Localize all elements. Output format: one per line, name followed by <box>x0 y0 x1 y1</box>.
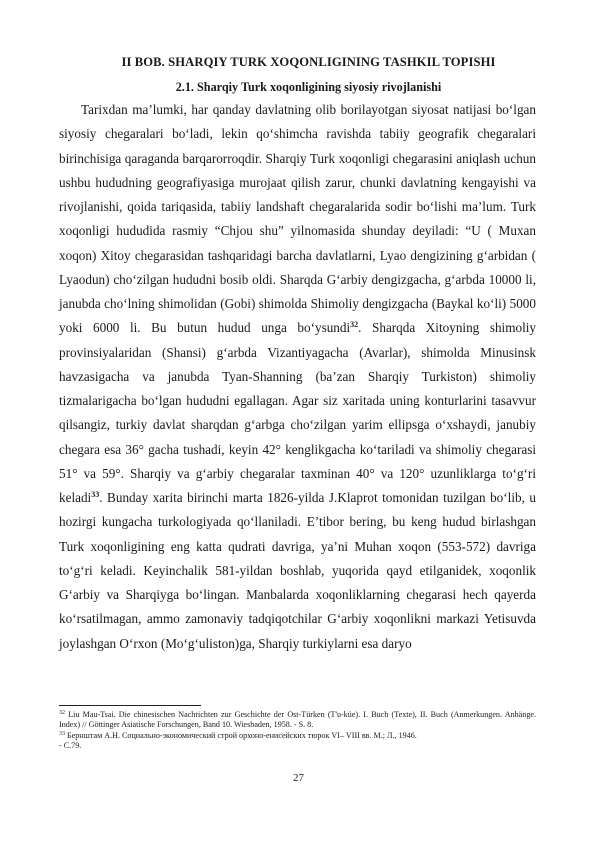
footnote-number: 33 <box>59 730 65 737</box>
footnote-divider <box>59 705 201 706</box>
paragraph-text-1: Tarixdan ma’lumki, har qanday davlatning olib borilayotgan siyosat natijasi bo‘lgan siyosiy chegaralari bo‘ladi, lekin qo‘shimcha ravishda tabiiy geografik chegaralari birinchisiga qaraganda barqarorroqdir. Sharqiy Turk xoqonligi chegarasini aniqlash uchun ushbu hududning geografiyasiga murojaat qilish zarur, chunki davlatning kengayishi va rivojlanishi, qoida tariqasida, tabiiy landshaft chegaralarida sodir bo‘lishi ma’lum. Turk xoqonligi hududida rasmiy “Chjou shu” yilnomasida shunday deyiladi: “U ( Muxan xoqon) Xitoy chegarasidan tashqaridagi barcha davlatlarni, Lyao dengizining g‘arbidan ( Lyaodun) cho‘zilgan hududni bosib oldi. Sharqda G‘arbiy dengizgacha, g‘arbda 10000 li, janubda cho‘lning shimolidan (Gobi) shimolda Shimoliy dengizgacha (Baykal ko‘li) 5000 yoki 6000 li. Bu butun hudud unga bo‘ysundi <box>59 102 536 336</box>
paragraph-text-2: . Sharqda Xitoyning shimoliy provinsiyalaridan (Shansi) g‘arbda Vizantiyagacha (Avarlar), shimolda Minusinsk havzasigacha va janubda Tyan-Shanning (ba’zan Sharqiy Turkiston) shimoliy tizmalarigacha bo‘lgan hududni egallagan. Agar siz xaritada uning konturlarini tasavvur qilsangiz, turkiy davlat sharqdan g‘arbga cho‘zilgan yarim ellipsga o‘xshaydi, janubiy chegara esa 36° gacha tushadi, keyin 42° kenglikgacha ko‘tariladi va shimoliy chegarasi 51° va 59°. Sharqiy va g‘arbiy chegaralar taxminan 40° va 120° uzunliklarga to‘g‘ri keladi <box>59 320 536 505</box>
page-number: 27 <box>293 772 304 784</box>
body-paragraph <box>59 98 536 656</box>
footnote-ref-32: 32 <box>350 320 359 330</box>
footnote-32 <box>59 710 536 731</box>
footnote-text: - С.79. <box>59 741 82 751</box>
footnote-text: Liu Mau-Tsai. Die chinesischen Nachrichten zur Geschichte der Ost-Türken (T'u-küe). I. Buch (Texte), II. Buch (Anmerkungen. Anhänge. Index) // Göttinger Asiatische Forschungen, Band 10. Wiesbaden, 1958. - S. 8. <box>59 710 536 730</box>
chapter-title: II BOB. SHARQIY TURK XOQONLIGINING TASHKIL TOPISHI <box>121 55 496 69</box>
section-title: 2.1. Sharqiy Turk xoqonligining siyosiy rivojlanishi <box>175 80 442 94</box>
footnote-text: Бернштам А.Н. Социально-экономический строй орхоно-енисейских тюрок VI– VIII вв. М.; Л., 1946. <box>65 730 417 740</box>
footnote-number: 32 <box>59 710 65 716</box>
footnote-ref-33: 33 <box>91 490 100 499</box>
footnotes <box>59 710 536 752</box>
footnote-33-continuation <box>59 741 536 751</box>
footnote-33 <box>59 731 536 741</box>
paragraph-text-3: . Bunday xarita birinchi marta 1826-yilda J.Klaprot tomonidan tuzilgan bo‘lib, u hozirgi kungacha turkologiyada qo‘llaniladi. E’tibor bering, bu keng hudud birlashgan Turk xoqonligining eng katta qudrati davriga, ya’ni Muhan xoqon (553-572) davriga to‘g‘ri keladi. Keyinchalik 581-yildan boshlab, yuqorida qayd etilganidek, xoqonlik G‘arbiy va Sharqiyga bo‘lingan. Manbalarda xoqonliklarning chegarasi hech qayerda ko‘rsatilmagan, ammo zamonaviy tadqiqotchilar G‘arbiy xoqonlikni markazi Yetisuvda joylashgan O‘rxon (Mo‘g‘uliston)ga, Sharqiy turkiylarni esa daryo <box>59 490 536 651</box>
